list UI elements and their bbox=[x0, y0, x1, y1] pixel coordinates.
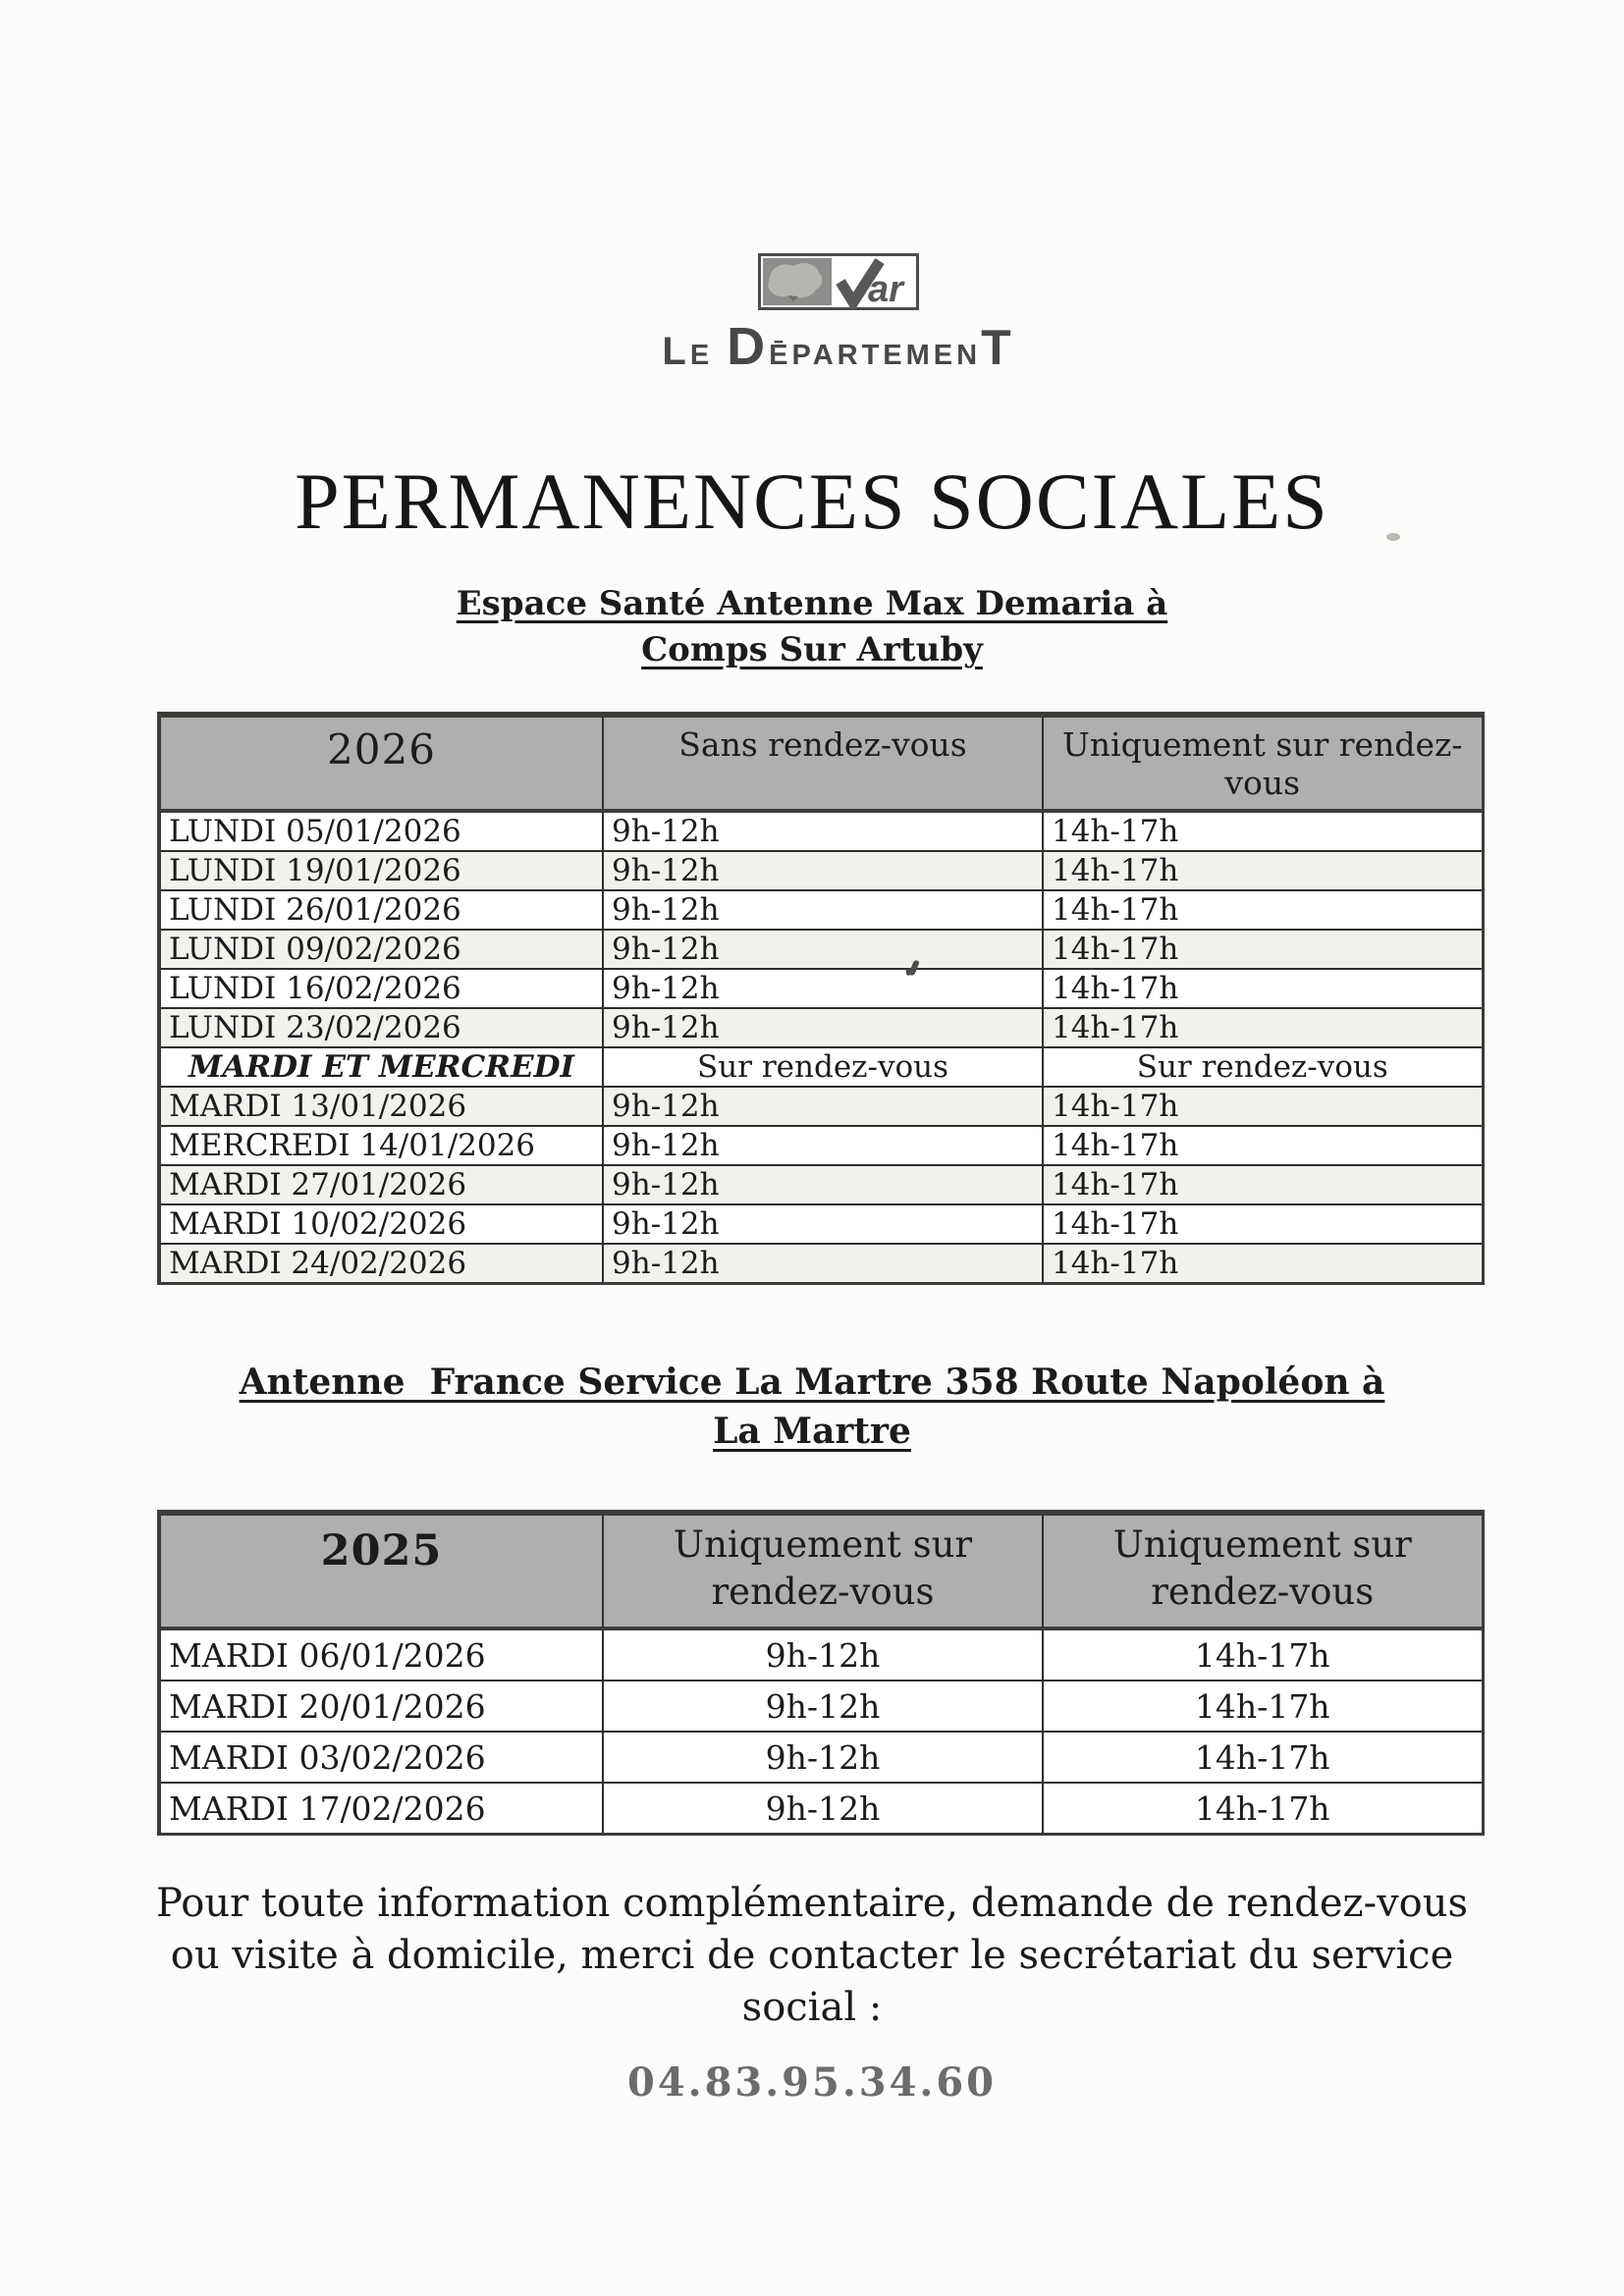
contact-info-paragraph bbox=[0, 1878, 1624, 2034]
day-cell: MARDI 06/01/2026 bbox=[159, 1629, 603, 1681]
afternoon-cell: 14h-17h bbox=[1043, 1629, 1483, 1681]
schedule-table-comps bbox=[157, 712, 1485, 1285]
day-cell: LUNDI 16/02/2026 bbox=[159, 969, 603, 1008]
afternoon-cell: 14h-17h bbox=[1043, 811, 1483, 851]
page-title: PERMANENCES SOCIALES bbox=[295, 456, 1329, 546]
table-row bbox=[159, 1087, 1483, 1126]
morning-cell: 9h-12h bbox=[603, 1204, 1043, 1244]
afternoon-cell: 14h-17h bbox=[1043, 1204, 1483, 1244]
table-row bbox=[159, 1204, 1483, 1244]
wordmark-seg: T bbox=[981, 320, 1015, 375]
table-row bbox=[159, 969, 1483, 1008]
table-row bbox=[159, 1732, 1483, 1783]
day-cell: LUNDI 05/01/2026 bbox=[159, 811, 603, 851]
afternoon-cell: 14h-17h bbox=[1043, 851, 1483, 890]
day-cell: MARDI 20/01/2026 bbox=[159, 1681, 603, 1732]
table-row bbox=[159, 1008, 1483, 1047]
section2-heading-line1: Antenne France Service La Martre 358 Route Napoléon à bbox=[239, 1362, 1385, 1403]
contact-info-line3: social : bbox=[741, 1985, 883, 2030]
morning-cell: 9h-12h bbox=[603, 1008, 1043, 1047]
afternoon-cell: 14h-17h bbox=[1043, 1087, 1483, 1126]
day-cell: LUNDI 23/02/2026 bbox=[159, 1008, 603, 1047]
morning-cell: 9h-12h bbox=[603, 969, 1043, 1008]
morning-header-cell: Uniquement sur rendez-vous bbox=[603, 1513, 1043, 1629]
morning-cell: 9h-12h bbox=[603, 1126, 1043, 1165]
morning-cell: Sur rendez-vous bbox=[603, 1047, 1043, 1087]
afternoon-cell: 14h-17h bbox=[1043, 1165, 1483, 1204]
afternoon-cell: 14h-17h bbox=[1043, 1681, 1483, 1732]
day-cell: LUNDI 09/02/2026 bbox=[159, 930, 603, 969]
morning-cell: 9h-12h bbox=[603, 1732, 1043, 1783]
year-header-cell: 2025 bbox=[159, 1513, 603, 1629]
department-wordmark bbox=[662, 316, 1014, 377]
day-cell: LUNDI 19/01/2026 bbox=[159, 851, 603, 890]
day-cell: MARDI 24/02/2026 bbox=[159, 1244, 603, 1284]
scan-speck bbox=[1386, 533, 1400, 541]
table-row bbox=[159, 1783, 1483, 1835]
day-cell: MARDI ET MERCREDI bbox=[159, 1047, 603, 1087]
morning-cell: 9h-12h bbox=[603, 1783, 1043, 1835]
var-logo bbox=[758, 253, 919, 310]
morning-cell: 9h-12h bbox=[603, 930, 1043, 969]
table-header-row bbox=[159, 715, 1483, 811]
afternoon-cell: 14h-17h bbox=[1043, 930, 1483, 969]
afternoon-cell: 14h-17h bbox=[1043, 890, 1483, 930]
table-row bbox=[159, 1629, 1483, 1681]
phone-number: 04.83.95.34.60 bbox=[626, 2059, 998, 2106]
morning-cell: 9h-12h bbox=[603, 890, 1043, 930]
day-cell: MERCREDI 14/01/2026 bbox=[159, 1126, 603, 1165]
day-cell: MARDI 10/02/2026 bbox=[159, 1204, 603, 1244]
table-row bbox=[159, 1681, 1483, 1732]
section2-heading-line2: La Martre bbox=[713, 1411, 911, 1452]
morning-header-cell: Sans rendez-vous bbox=[603, 715, 1043, 811]
section2-heading bbox=[0, 1358, 1624, 1456]
day-cell: MARDI 17/02/2026 bbox=[159, 1783, 603, 1835]
section1-heading-line1: Espace Santé Antenne Max Demaria à bbox=[456, 584, 1168, 623]
afternoon-header-cell: Uniquement sur rendez-vous bbox=[1043, 1513, 1483, 1629]
table-row bbox=[159, 1126, 1483, 1165]
morning-cell: 9h-12h bbox=[603, 1681, 1043, 1732]
day-cell: LUNDI 26/01/2026 bbox=[159, 890, 603, 930]
section1-heading-line2: Comps Sur Artuby bbox=[641, 630, 983, 669]
day-cell: MARDI 27/01/2026 bbox=[159, 1165, 603, 1204]
table-header-row bbox=[159, 1513, 1483, 1629]
year-header-cell: 2026 bbox=[159, 715, 603, 811]
morning-cell: 9h-12h bbox=[603, 1629, 1043, 1681]
morning-cell: 9h-12h bbox=[603, 1244, 1043, 1284]
afternoon-header-cell: Uniquement sur rendez-vous bbox=[1043, 715, 1483, 811]
table-row bbox=[159, 1165, 1483, 1204]
afternoon-cell: 14h-17h bbox=[1043, 1126, 1483, 1165]
schedule-table-la-martre bbox=[157, 1510, 1485, 1836]
contact-info-line2: ou visite à domicile, merci de contacter le secrétariat du service bbox=[170, 1933, 1454, 1978]
day-cell: MARDI 13/01/2026 bbox=[159, 1087, 603, 1126]
table-row bbox=[159, 1244, 1483, 1284]
morning-cell: 9h-12h bbox=[603, 811, 1043, 851]
table-row bbox=[159, 851, 1483, 890]
wordmark-seg: L bbox=[662, 330, 690, 373]
table-row bbox=[159, 811, 1483, 851]
table-row-special bbox=[159, 1047, 1483, 1087]
table-row bbox=[159, 930, 1483, 969]
wordmark-seg: D bbox=[727, 317, 770, 376]
day-cell: MARDI 03/02/2026 bbox=[159, 1732, 603, 1783]
section1-heading bbox=[0, 581, 1624, 673]
afternoon-cell: 14h-17h bbox=[1043, 969, 1483, 1008]
morning-cell: 9h-12h bbox=[603, 1087, 1043, 1126]
afternoon-cell: 14h-17h bbox=[1043, 1008, 1483, 1047]
afternoon-cell: 14h-17h bbox=[1043, 1732, 1483, 1783]
wordmark-seg: ĒPARTEMEN bbox=[769, 340, 982, 371]
afternoon-cell: 14h-17h bbox=[1043, 1783, 1483, 1835]
var-logo-text: ar bbox=[868, 269, 903, 310]
table-row bbox=[159, 890, 1483, 930]
afternoon-cell: 14h-17h bbox=[1043, 1244, 1483, 1284]
department-logo bbox=[27, 253, 1624, 377]
contact-info-line1: Pour toute information complémentaire, demande de rendez-vous bbox=[155, 1881, 1469, 1926]
afternoon-cell: Sur rendez-vous bbox=[1043, 1047, 1483, 1087]
morning-cell: 9h-12h bbox=[603, 1165, 1043, 1204]
wordmark-seg: E bbox=[689, 340, 714, 371]
morning-cell: 9h-12h bbox=[603, 851, 1043, 890]
